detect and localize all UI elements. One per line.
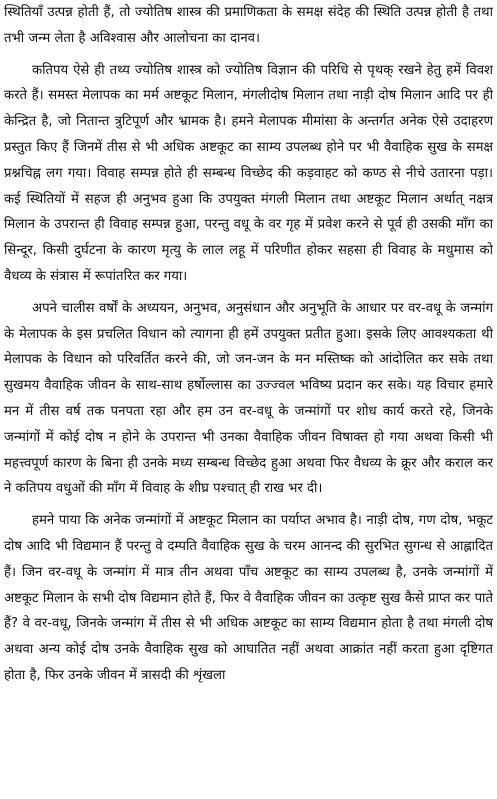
paragraph-2: कतिपय ऐसे ही तथ्य ज्योतिष शास्त्र को ज्योतिष विज्ञान की परिधि से पृथक् रखने हेतु हमें विवश करते हैं। समस्त मेलापक का मर्म अष्टकूट मिलान, मंगलीदोष मिलान तथा नाड़ी दोष मिलान आदि पर ही केन्द्रित है, जो नितान्त त्रुटिपूर्ण और भ्रामक है। हमने मेलापक मीमांसा के अन्तर्गत अनेक ऐसे उदाहरण प्रस्तुत किए हैं जिनमें तीस से भी अधिक अष्टकूट का साम्य उपलब्ध होने पर भी वैवाहिक सुख के समक्ष प्रश्नचिह्न लग गया। विवाह सम्पन्न होते ही सम्बन्ध विच्छेद की कड़वाहट को कण्ठ से नीचे उतारना पड़ा। कई स्थितियों में सहज ही अनुभव हुआ कि उपयुक्त मंगली मिलान तथा अष्टकूट मिलान अर्थात् नक्षत्र मिलान के उपरान्त ही विवाह सम्पन्न हुआ, परन्तु वधू के वर गृह में प्रवेश करने से पूर्व ही उसकी माँग का सिन्दूर, किसी दुर्घटना के कारण मृत्यु के लाल लहू में परिणीत होकर सहसा ही विवाह के मधुमास को वैधव्य के संत्रास में रूपांतरित कर गया।	[4, 62, 493, 284]
document-page	[4, 0, 493, 799]
paragraph-3: अपने चालीस वर्षों के अध्ययन, अनुभव, अनुसंधान और अनुभूति के आधार पर वर-वधू के जन्मांग के मेलापक के इस प्रचलित विधान को त्यागना ही हमें उपयुक्त प्रतीत हुआ। इसके लिए आवश्यकता थी मेलापक के विधान को परिवर्तित करने की, जो जन-जन के मन मस्तिष्क को आंदोलित कर सके तथा सुखमय वैवाहिक जीवन के साथ-साथ हर्षोल्लास का उज्ज्वल भविष्य प्रदान कर सके। यह विचार हमारे मन में तीस वर्ष तक पनपता रहा और हम उन वर-वधू के जन्मांगों पर शोध कार्य करते रहे, जिनके जन्मांगों में कोई दोष न होने के उपरान्त भी उनका वैवाहिक जीवन विषाक्त हो गया अथवा किसी भी महत्त्वपूर्ण कारण के बिना ही उनके मध्य सम्बन्ध विच्छेद हुआ अथवा फिर वैधव्य के क्रूर और कराल कर ने कतिपय वधुओं की माँग में विवाह के शीघ्र पश्चात् ही राख भर दी।	[4, 300, 493, 497]
paragraph-4: हमने पाया कि अनेक जन्मांगों में अष्टकूट मिलान का पर्याप्त अभाव है। नाड़ी दोष, गण दोष, भकूट दोष आदि भी विद्यमान हैं परन्तु वे दम्पति वैवाहिक सुख के चरम आनन्द की सुरभित सुगन्ध से आह्लादित हैं। जिन वर-वधू के जन्मांग में मात्र तीन अथवा पाँच अष्टकूट का साम्य उपलब्ध है, उनके जन्मांगों में अष्टकूट मिलान के सभी दोष विद्यमान होते हैं, फिर वे वैवाहिक जीवन का उत्कृष्ट सुख कैसे प्राप्त कर पाते हैं? वे वर-वधू, जिनके जन्मांग में तीस से भी अधिक अष्टकूट का साम्य विद्यमान होता है तथा मंगली दोष अथवा अन्य कोई दोष उनके वैवाहिक सुख को आघातित नहीं अथवा आक्रांत नहीं करता हुआ दृष्टिगत होता है, फिर उनके जीवन में त्रासदी की शृंखला	[4, 513, 493, 683]
paragraph-1: स्थितियाँ उत्पन्न होती हैं, तो ज्योतिष शास्त्र की प्रमाणिकता के समक्ष संदेह की स्थिति उत्पन्न होती है तथा तभी जन्म लेता है अविश्वास और आलोचना का दानव।	[4, 5, 493, 46]
